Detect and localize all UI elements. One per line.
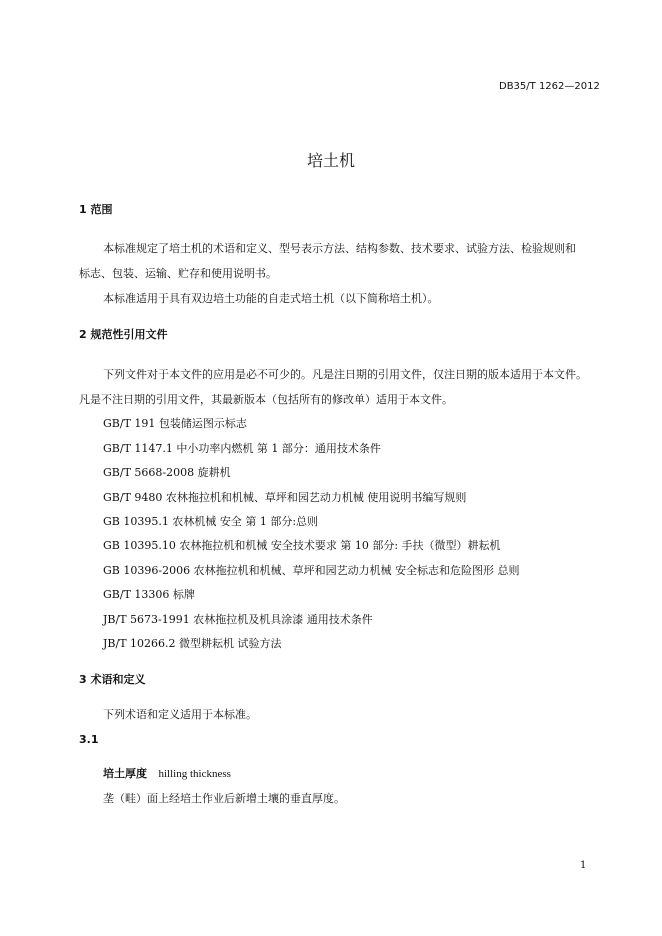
- reference-item: GB 10395.10 农林拖拉机和机械 安全技术要求 第 10 部分: 手扶（微型）耕耘机: [103, 539, 501, 552]
- reference-item: GB 10395.1 农林机械 安全 第 1 部分:总则: [103, 515, 319, 528]
- references-intro-line-1: 下列文件对于本文件的应用是必不可少的。凡是注日期的引用文件，仅注日期的版本适用于本文件。: [103, 368, 587, 381]
- reference-item: GB/T 191 包装储运图示标志: [103, 417, 247, 430]
- reference-item: GB/T 9480 农林拖拉机和机械、草坪和园艺动力机械 使用说明书编写规则: [103, 491, 467, 504]
- standard-code: DB35/T 1262—2012: [499, 81, 600, 92]
- scope-paragraph-line-1: 本标准规定了培土机的术语和定义、型号表示方法、结构参数、技术要求、试验方法、检验规则和: [103, 242, 576, 255]
- term-entry: [103, 765, 231, 781]
- section-2-heading: 2 规范性引用文件: [79, 328, 168, 341]
- references-intro-line-2: 凡是不注日期的引用文件，其最新版本（包括所有的修改单）适用于本文件。: [79, 393, 453, 406]
- reference-item: GB/T 13306 标牌: [103, 588, 195, 601]
- section-1-heading: 1 范围: [79, 203, 113, 216]
- reference-item: JB/T 5673-1991 农林拖拉机及机具涂漆 通用技术条件: [103, 613, 373, 626]
- scope-applicability: 本标准适用于具有双边培土功能的自走式培土机（以下简称培土机）。: [103, 292, 439, 305]
- reference-item: GB 10396-2006 农林拖拉机和机械、草坪和园艺动力机械 安全标志和危险图形 总则: [103, 564, 520, 577]
- document-title: 培土机: [306, 151, 355, 170]
- section-3-heading: 3 术语和定义: [79, 673, 146, 686]
- term-definition: 垄（畦）面上经培土作业后新增土壤的垂直厚度。: [103, 792, 345, 805]
- reference-item: GB/T 1147.1 中小功率内燃机 第 1 部分：通用技术条件: [103, 442, 381, 455]
- terms-intro: 下列术语和定义适用于本标准。: [103, 708, 257, 721]
- reference-item: GB/T 5668-2008 旋耕机: [103, 466, 231, 479]
- term-english: hilling thickness: [158, 768, 231, 780]
- scope-paragraph-line-2: 标志、包装、运输、贮存和使用说明书。: [79, 267, 277, 280]
- reference-item: JB/T 10266.2 微型耕耘机 试验方法: [103, 637, 282, 650]
- term-chinese: 培土厚度: [103, 767, 147, 780]
- page-number: 1: [580, 860, 587, 871]
- clause-3-1-number: 3.1: [79, 733, 99, 746]
